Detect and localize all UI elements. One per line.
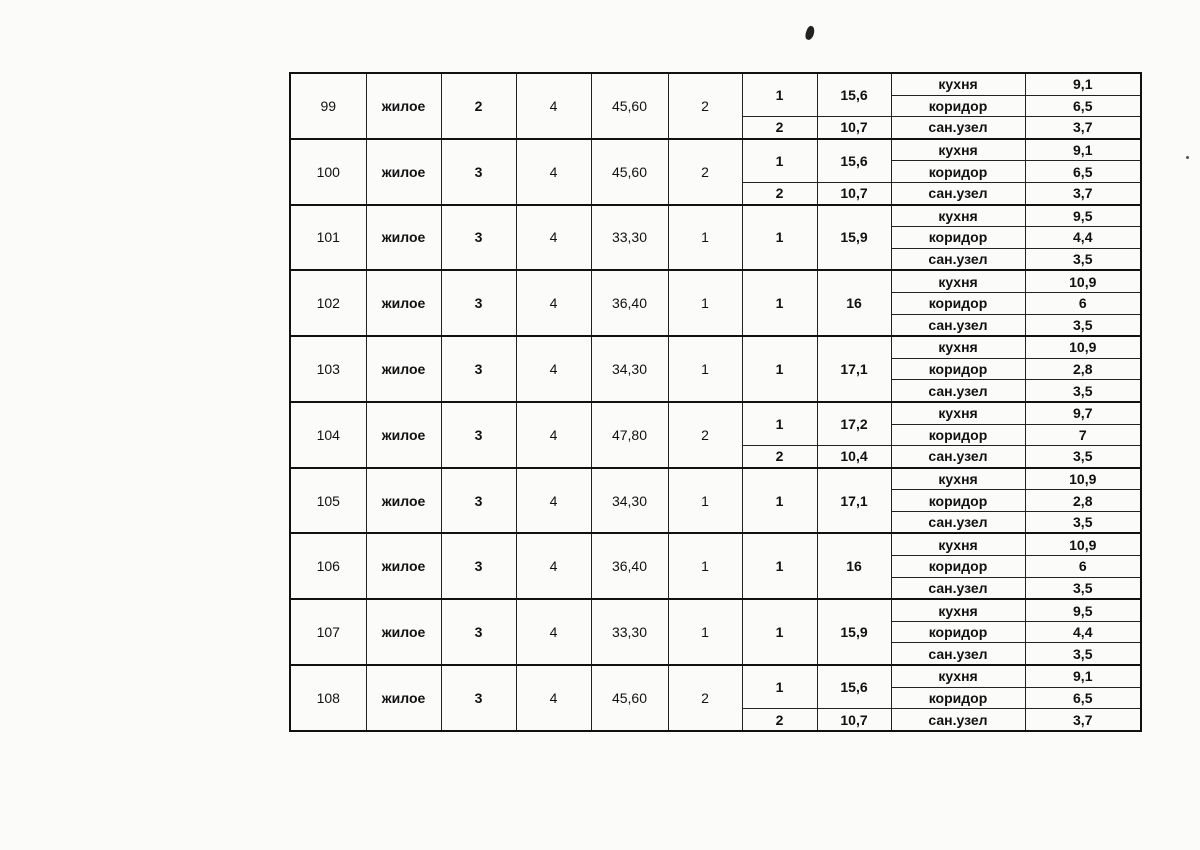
room-area: 16 <box>817 533 891 599</box>
table-row <box>290 402 1141 424</box>
purpose: жилое <box>366 270 441 336</box>
room-area: 10,7 <box>817 117 891 139</box>
room-number: 1 <box>742 468 817 534</box>
floor: 3 <box>441 533 516 599</box>
aux-room-area: 9,7 <box>1025 402 1141 424</box>
total-area: 45,60 <box>591 665 668 731</box>
floors-total: 4 <box>516 533 591 599</box>
aux-room-area: 3,5 <box>1025 380 1141 402</box>
aux-room-area: 3,7 <box>1025 182 1141 204</box>
aux-room-name: коридор <box>891 292 1025 314</box>
aux-room-area: 7 <box>1025 424 1141 446</box>
purpose: жилое <box>366 599 441 665</box>
apartment-number: 107 <box>290 599 366 665</box>
aux-room-name: кухня <box>891 468 1025 490</box>
aux-room-name: кухня <box>891 599 1025 621</box>
aux-room-name: сан.узел <box>891 643 1025 665</box>
apartment-number: 103 <box>290 336 366 402</box>
aux-room-name: кухня <box>891 665 1025 687</box>
aux-room-area: 10,9 <box>1025 533 1141 555</box>
aux-room-area: 3,5 <box>1025 643 1141 665</box>
aux-room-area: 9,1 <box>1025 665 1141 687</box>
room-number: 2 <box>742 117 817 139</box>
aux-room-name: кухня <box>891 205 1025 227</box>
apartment-number: 106 <box>290 533 366 599</box>
room-area: 15,6 <box>817 665 891 709</box>
room-area: 15,6 <box>817 73 891 117</box>
room-area: 15,6 <box>817 139 891 183</box>
purpose: жилое <box>366 402 441 468</box>
aux-room-name: сан.узел <box>891 446 1025 468</box>
floors-total: 4 <box>516 336 591 402</box>
room-area: 17,1 <box>817 336 891 402</box>
aux-room-area: 9,1 <box>1025 73 1141 95</box>
aux-room-name: коридор <box>891 95 1025 117</box>
aux-room-name: сан.узел <box>891 248 1025 270</box>
apartment-number: 102 <box>290 270 366 336</box>
room-number: 1 <box>742 205 817 271</box>
aux-room-area: 2,8 <box>1025 490 1141 512</box>
room-area: 15,9 <box>817 205 891 271</box>
table-row <box>290 468 1141 490</box>
table-row <box>290 665 1141 687</box>
table-row <box>290 270 1141 292</box>
rooms-count: 1 <box>668 205 742 271</box>
floor: 3 <box>441 402 516 468</box>
room-number: 1 <box>742 402 817 446</box>
aux-room-name: кухня <box>891 336 1025 358</box>
room-number: 1 <box>742 73 817 117</box>
rooms-count: 2 <box>668 402 742 468</box>
aux-room-name: кухня <box>891 533 1025 555</box>
floor: 3 <box>441 665 516 731</box>
floors-total: 4 <box>516 73 591 139</box>
apartment-number: 100 <box>290 139 366 205</box>
floor: 3 <box>441 336 516 402</box>
room-number: 1 <box>742 665 817 709</box>
floors-total: 4 <box>516 205 591 271</box>
aux-room-name: коридор <box>891 490 1025 512</box>
floor: 3 <box>441 139 516 205</box>
table-row <box>290 139 1141 161</box>
room-area: 16 <box>817 270 891 336</box>
rooms-count: 2 <box>668 73 742 139</box>
rooms-count: 1 <box>668 599 742 665</box>
apartment-number: 104 <box>290 402 366 468</box>
total-area: 36,40 <box>591 533 668 599</box>
apartment-number: 101 <box>290 205 366 271</box>
aux-room-name: сан.узел <box>891 511 1025 533</box>
rooms-count: 2 <box>668 139 742 205</box>
total-area: 47,80 <box>591 402 668 468</box>
rooms-count: 2 <box>668 665 742 731</box>
aux-room-area: 10,9 <box>1025 336 1141 358</box>
floor: 3 <box>441 205 516 271</box>
floor: 3 <box>441 270 516 336</box>
purpose: жилое <box>366 336 441 402</box>
table-row <box>290 205 1141 227</box>
floors-total: 4 <box>516 468 591 534</box>
aux-room-area: 3,5 <box>1025 248 1141 270</box>
room-area: 10,7 <box>817 182 891 204</box>
room-number: 1 <box>742 270 817 336</box>
floors-total: 4 <box>516 270 591 336</box>
aux-room-area: 6,5 <box>1025 161 1141 183</box>
aux-room-name: коридор <box>891 227 1025 249</box>
purpose: жилое <box>366 468 441 534</box>
purpose: жилое <box>366 533 441 599</box>
apartment-number: 105 <box>290 468 366 534</box>
floors-total: 4 <box>516 599 591 665</box>
room-area: 17,2 <box>817 402 891 446</box>
table-row <box>290 73 1141 95</box>
total-area: 36,40 <box>591 270 668 336</box>
aux-room-area: 4,4 <box>1025 227 1141 249</box>
aux-room-area: 6,5 <box>1025 95 1141 117</box>
table-row <box>290 599 1141 621</box>
room-number: 1 <box>742 533 817 599</box>
aux-room-name: кухня <box>891 73 1025 95</box>
apartment-number: 99 <box>290 73 366 139</box>
apartment-table <box>289 72 1142 732</box>
aux-room-area: 4,4 <box>1025 621 1141 643</box>
aux-room-name: сан.узел <box>891 709 1025 731</box>
aux-room-area: 6 <box>1025 292 1141 314</box>
room-number: 2 <box>742 709 817 731</box>
table-row <box>290 533 1141 555</box>
aux-room-name: кухня <box>891 402 1025 424</box>
aux-room-area: 3,7 <box>1025 117 1141 139</box>
floors-total: 4 <box>516 665 591 731</box>
room-number: 2 <box>742 446 817 468</box>
floors-total: 4 <box>516 139 591 205</box>
aux-room-name: кухня <box>891 270 1025 292</box>
aux-room-name: кухня <box>891 139 1025 161</box>
purpose: жилое <box>366 73 441 139</box>
total-area: 33,30 <box>591 599 668 665</box>
rooms-count: 1 <box>668 468 742 534</box>
floor: 3 <box>441 599 516 665</box>
scan-speck <box>804 25 816 41</box>
rooms-count: 1 <box>668 270 742 336</box>
aux-room-name: коридор <box>891 556 1025 578</box>
room-number: 1 <box>742 139 817 183</box>
total-area: 34,30 <box>591 336 668 402</box>
room-area: 10,4 <box>817 446 891 468</box>
floors-total: 4 <box>516 402 591 468</box>
apartment-table-body <box>290 73 1141 731</box>
aux-room-area: 6 <box>1025 556 1141 578</box>
aux-room-area: 3,5 <box>1025 577 1141 599</box>
aux-room-area: 2,8 <box>1025 358 1141 380</box>
aux-room-area: 9,1 <box>1025 139 1141 161</box>
room-number: 1 <box>742 336 817 402</box>
room-area: 10,7 <box>817 709 891 731</box>
aux-room-name: сан.узел <box>891 314 1025 336</box>
aux-room-name: коридор <box>891 358 1025 380</box>
aux-room-name: коридор <box>891 161 1025 183</box>
total-area: 45,60 <box>591 73 668 139</box>
floor: 3 <box>441 468 516 534</box>
purpose: жилое <box>366 205 441 271</box>
total-area: 34,30 <box>591 468 668 534</box>
room-number: 2 <box>742 182 817 204</box>
purpose: жилое <box>366 665 441 731</box>
aux-room-area: 9,5 <box>1025 205 1141 227</box>
purpose: жилое <box>366 139 441 205</box>
apartment-number: 108 <box>290 665 366 731</box>
total-area: 33,30 <box>591 205 668 271</box>
aux-room-name: сан.узел <box>891 380 1025 402</box>
aux-room-area: 10,9 <box>1025 270 1141 292</box>
aux-room-area: 10,9 <box>1025 468 1141 490</box>
aux-room-area: 9,5 <box>1025 599 1141 621</box>
aux-room-area: 6,5 <box>1025 687 1141 709</box>
aux-room-name: коридор <box>891 424 1025 446</box>
aux-room-area: 3,5 <box>1025 446 1141 468</box>
aux-room-name: коридор <box>891 621 1025 643</box>
aux-room-area: 3,5 <box>1025 511 1141 533</box>
aux-room-name: сан.узел <box>891 117 1025 139</box>
rooms-count: 1 <box>668 336 742 402</box>
aux-room-name: коридор <box>891 687 1025 709</box>
scan-speck <box>1186 156 1189 159</box>
rooms-count: 1 <box>668 533 742 599</box>
table-row <box>290 336 1141 358</box>
room-area: 15,9 <box>817 599 891 665</box>
room-area: 17,1 <box>817 468 891 534</box>
aux-room-area: 3,7 <box>1025 709 1141 731</box>
aux-room-name: сан.узел <box>891 577 1025 599</box>
floor: 2 <box>441 73 516 139</box>
aux-room-area: 3,5 <box>1025 314 1141 336</box>
total-area: 45,60 <box>591 139 668 205</box>
aux-room-name: сан.узел <box>891 182 1025 204</box>
room-number: 1 <box>742 599 817 665</box>
